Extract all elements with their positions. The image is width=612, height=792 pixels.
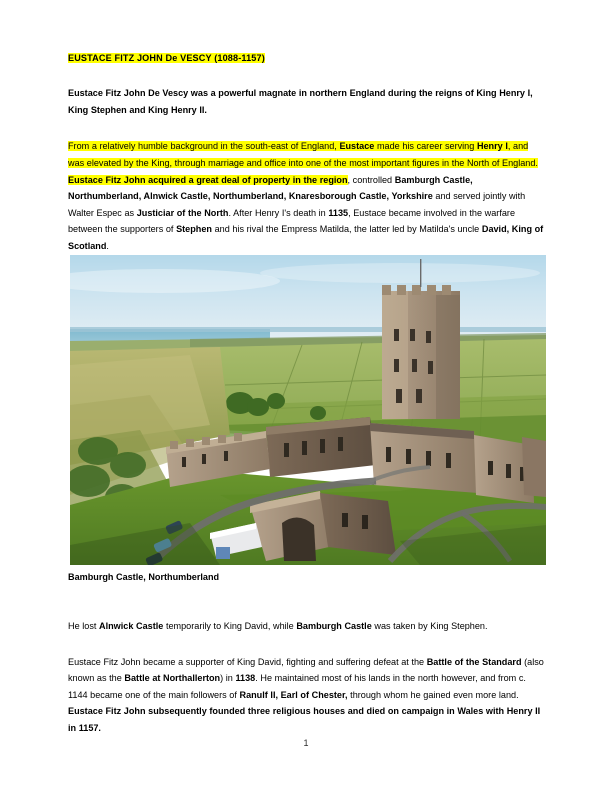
bold-castles: Bamburgh Castle, Northumberland, Alnwick Castle, Northumberland, Knaresborough Castle, Yorkshire: [68, 174, 473, 202]
run-served: and served jointly with Walter Espec as: [68, 191, 526, 218]
document-body-lower: [68, 600, 546, 737]
bold-david-scotland: David, King of Scotland: [68, 224, 544, 252]
bold-battle-standard: Battle of the Standard: [426, 656, 522, 667]
bold-stephen: Stephen: [176, 224, 212, 235]
run-he-lost: He lost: [68, 621, 100, 631]
page-title-text: EUSTACE FITZ JOHN De VESCY (1088-1157): [68, 53, 265, 63]
intro-text: Eustace Fitz John De Vescy was a powerful magnate in northern England during the reigns of King Henry I, King Stephen and King Henry II.: [68, 88, 533, 115]
bold-ranulf: Ranulf II, Earl of Chester,: [239, 689, 348, 700]
document-body: [68, 52, 546, 255]
page-number: 1: [303, 738, 309, 748]
run-after-death: . After Henry I's death in: [228, 207, 329, 218]
run-controlled: , controlled: [347, 174, 395, 185]
bold-year-1135: 1135: [328, 207, 349, 218]
castle-photo: [70, 255, 546, 565]
highlight-run-d: Henry I: [476, 141, 508, 152]
figure-caption: Bamburgh Castle, Northumberland: [68, 572, 220, 582]
highlight-run-e: , and was elevated by the King, through marriage and office into one of the most important figures in the North of England.: [68, 141, 538, 169]
body-paragraph-1: [68, 138, 546, 254]
run-gained-land: through whom he gained even more land.: [347, 689, 519, 700]
highlight-run-b: Eustace: [339, 141, 375, 152]
bold-year-1138: 1138: [235, 673, 256, 684]
highlight-run-c: made his career serving: [374, 141, 477, 152]
highlight-run-f: Eustace Fitz John acquired a great deal of property in the region: [68, 174, 348, 185]
body-paragraph-3: [68, 654, 546, 737]
bold-alnwick-castle: Alnwick Castle: [99, 621, 164, 631]
run-warfare: , Eustace became involved in the warfare between the supporters of: [68, 207, 515, 235]
highlight-run-a: From a relatively humble background in the south-east of England,: [68, 141, 340, 152]
bold-justiciar: Justiciar of the North: [136, 207, 229, 218]
page-title: [68, 52, 546, 64]
run-period: .: [106, 241, 109, 252]
run-taken-by: was taken by King Stephen.: [371, 621, 488, 631]
run-matilda: and his rival the Empress Matilda, the latter led by Matilda's uncle: [211, 224, 482, 235]
run-supporter: Eustace Fitz John became a supporter of King David, fighting and suffering defeat at the: [68, 656, 427, 667]
run-also-known: (also known as the: [68, 656, 544, 684]
run-in: ) in: [220, 673, 236, 684]
bold-battle-northallerton: Battle at Northallerton: [124, 673, 221, 684]
run-temporarily: temporarily to King David, while: [163, 621, 297, 631]
run-maintained: . He maintained most of his lands in the north however, and from c. 1144 became one of the main followers of: [68, 673, 526, 700]
bold-founded-houses: Eustace Fitz John subsequently founded three religious houses and died on campaign in Wales with Henry II in 1157.: [68, 706, 541, 733]
intro-paragraph: [68, 85, 546, 118]
bold-bamburgh-castle: Bamburgh Castle: [296, 621, 372, 631]
body-paragraph-2: [68, 618, 546, 635]
